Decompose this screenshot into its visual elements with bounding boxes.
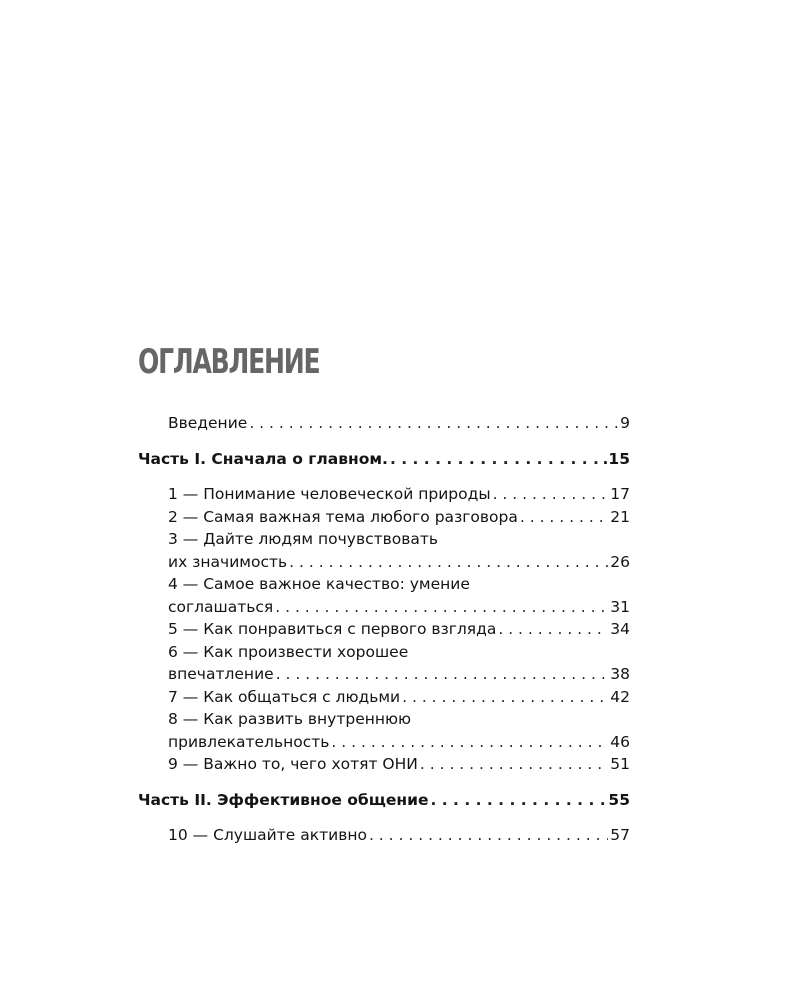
- toc-entry-line: [168, 753, 630, 776]
- toc-entry-chapter-7[interactable]: [138, 686, 630, 709]
- toc-entry-text: 5 — Как понравиться с первого взгляда: [168, 620, 497, 638]
- toc-entry-text: Введение: [168, 414, 248, 432]
- toc-entry-line: [168, 551, 630, 574]
- toc-entry-first-line: 4 — Самое важное качество: умение: [168, 575, 470, 593]
- toc-entry-text: Часть II. Эффективное общение: [138, 790, 429, 809]
- toc-page-number: 51: [610, 755, 630, 773]
- toc-entry-text: Часть I. Сначала о главном.: [138, 449, 388, 468]
- toc-page-number: 17: [610, 485, 630, 503]
- toc-entry-text: 1 — Понимание человеческой природы: [168, 485, 491, 503]
- toc-entry-line: [168, 824, 630, 847]
- toc-entry-text: 9 — Важно то, чего хотят ОНИ: [168, 755, 418, 773]
- dot-leader: [289, 551, 608, 574]
- toc-entry-first-line: 3 — Дайте людям почувствовать: [168, 530, 439, 548]
- toc-list: [138, 412, 630, 847]
- toc-page-number: 46: [610, 732, 630, 751]
- toc-entry-chapter-10[interactable]: [138, 824, 630, 847]
- dot-leader: [493, 483, 609, 506]
- toc-entry-line: [168, 596, 630, 619]
- toc-page-number: 21: [610, 507, 630, 526]
- toc-entry-chapter-4[interactable]: [138, 573, 630, 618]
- toc-entry-line: [168, 731, 630, 754]
- toc-entry-chapter-5[interactable]: [138, 618, 630, 641]
- toc-entry-text: их значимость: [168, 552, 288, 571]
- toc-entry-introduction[interactable]: [138, 412, 630, 435]
- toc-entry-line: [168, 618, 630, 641]
- toc-entry-first-line: 6 — Как произвести хорошее: [168, 642, 409, 661]
- toc-entry-first-line: 8 — Как развить внутреннюю: [168, 710, 412, 728]
- toc-page-number: 42: [610, 687, 630, 706]
- toc-page-number: 26: [610, 552, 630, 571]
- dot-leader: [390, 448, 601, 471]
- toc-entry-text: 2 — Самая важная тема любого разговора: [168, 507, 518, 526]
- toc-entry-text: впечатление: [168, 665, 274, 683]
- toc-entry-part-1[interactable]: [138, 448, 630, 471]
- dot-leader: [498, 618, 608, 641]
- dot-leader: [430, 789, 606, 812]
- toc-entry-part-2[interactable]: [138, 789, 630, 812]
- toc-entry-chapter-9[interactable]: [138, 753, 630, 776]
- toc-entry-text: привлекательность: [168, 732, 330, 751]
- dot-leader: [520, 506, 608, 529]
- toc-page-number: 9: [620, 414, 630, 432]
- toc-entry-chapter-2[interactable]: [138, 506, 630, 529]
- toc-entry-chapter-3[interactable]: [138, 528, 630, 573]
- toc-page-number: 31: [610, 597, 630, 616]
- toc-entry-text: 7 — Как общаться с людьми: [168, 687, 401, 706]
- toc-page-number: 57: [610, 826, 630, 844]
- toc-entry-chapter-1[interactable]: [138, 483, 630, 506]
- toc-entry-text: 10 — Слушайте активно: [168, 826, 367, 844]
- toc-title: ОГЛАВЛЕНИЕ: [138, 342, 320, 382]
- dot-leader: [369, 824, 608, 847]
- dot-leader: [276, 663, 609, 686]
- toc-entry-chapter-6[interactable]: [138, 641, 630, 686]
- toc-entry-line: [138, 789, 630, 812]
- toc-page-number: 38: [610, 665, 630, 683]
- toc-entry-line: [138, 448, 630, 471]
- toc-page-number: .15: [602, 449, 630, 468]
- dot-leader: [420, 753, 608, 776]
- dot-leader: [331, 731, 608, 754]
- toc-entry-line: [168, 686, 630, 709]
- toc-page-number: 34: [610, 620, 630, 638]
- toc-entry-chapter-8[interactable]: [138, 708, 630, 753]
- dot-leader: [275, 596, 608, 619]
- toc-entry-line: [168, 506, 630, 529]
- dot-leader: [402, 686, 608, 709]
- dot-leader: [249, 412, 618, 435]
- toc-entry-text: соглашаться: [168, 597, 274, 616]
- toc-entry-line: [168, 483, 630, 506]
- toc-entry-line: [168, 412, 630, 435]
- toc-page-number: 55: [608, 790, 630, 809]
- toc-entry-line: [168, 663, 630, 686]
